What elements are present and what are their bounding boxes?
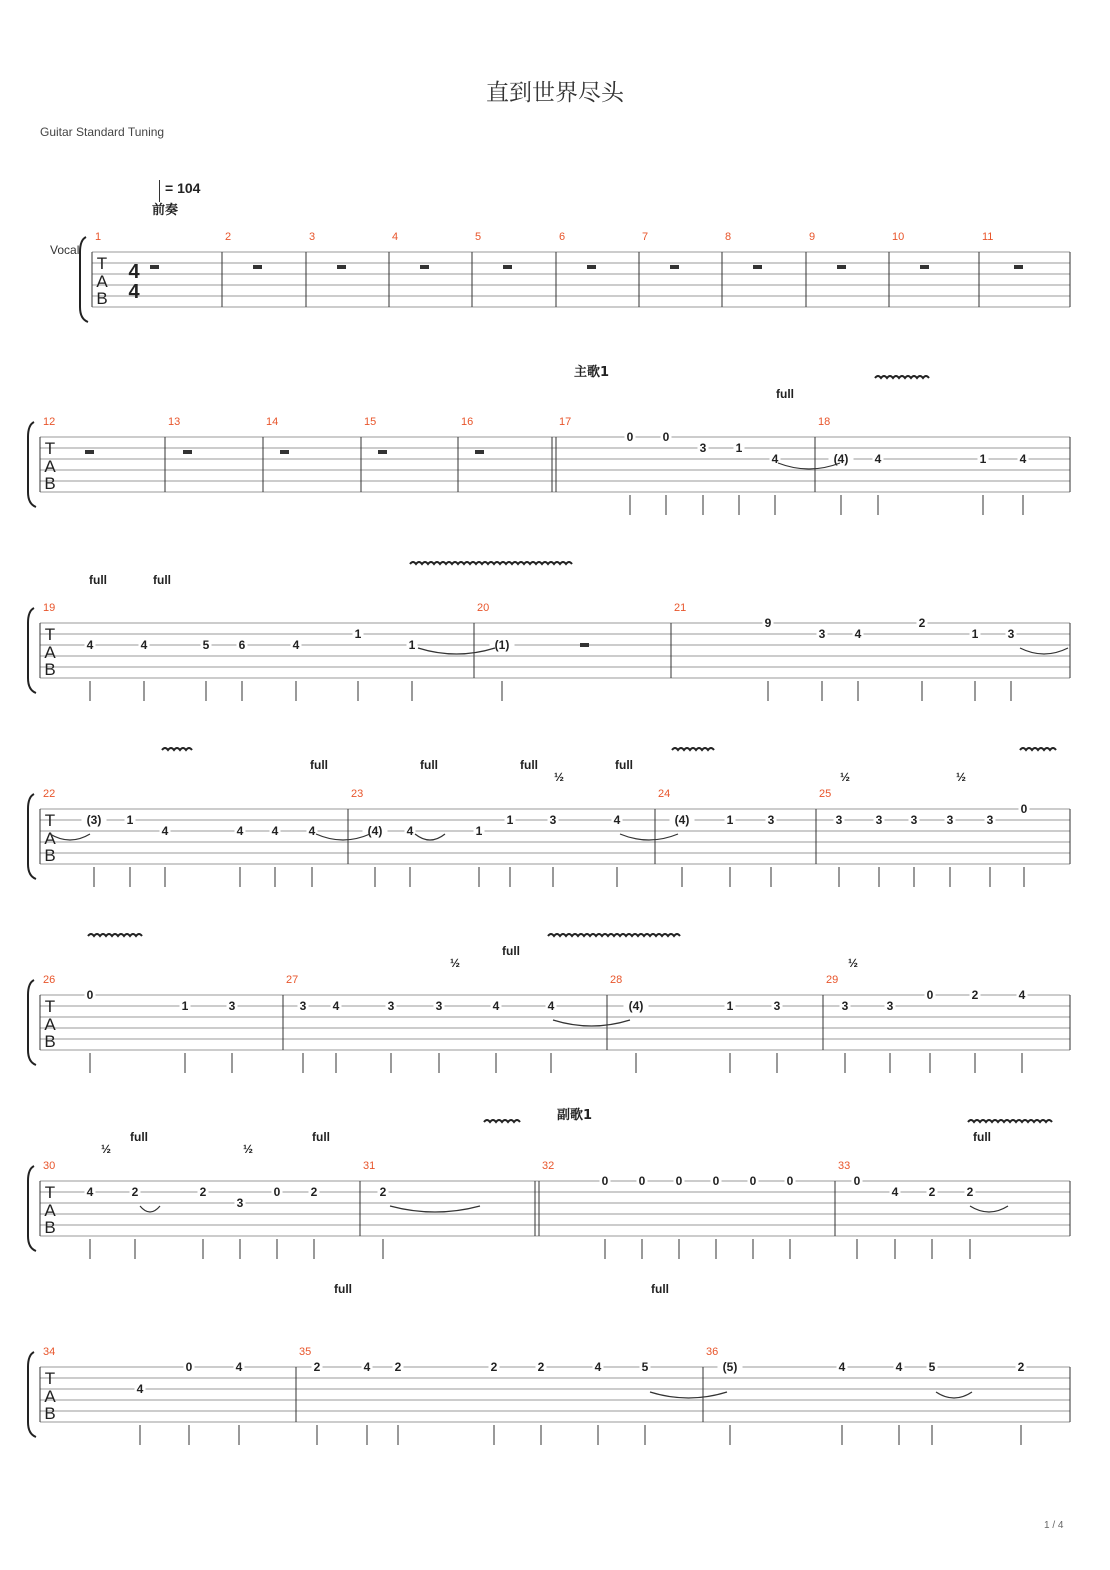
tab-clef-b: B [44,1032,56,1051]
measure-number: 1 [95,231,102,243]
tie-arc [390,1206,480,1212]
time-sig-top: 4 [128,261,140,283]
tab-clef-t: T [44,1183,56,1202]
section-verse1: 主歌1 [574,365,610,380]
fret-number: 2 [131,1185,139,1199]
fret-number: (5) [722,1360,738,1374]
vibrato-icon [875,376,929,378]
fret-number: 4 [161,824,169,838]
half-rest-icon [475,450,484,454]
fret-number: 4 [613,813,621,827]
fret-number: 4 [1019,452,1027,466]
half-rest-icon [503,265,512,269]
fret-number: 0 [626,430,634,444]
tab-clef-a: A [44,1387,56,1406]
bend-label: full [310,758,328,772]
tempo-marking: = 104 [165,180,201,196]
fret-number: 3 [1007,627,1015,641]
vibrato-icon [88,934,142,936]
fret-number: 4 [308,824,316,838]
fret-number: 0 [1020,802,1028,816]
fret-number: 1 [979,452,987,466]
measure-number: 7 [642,231,649,243]
vibrato-icon [968,1120,1052,1122]
half-rest-icon [85,450,94,454]
fret-number: 3 [875,813,883,827]
fret-number: 2 [379,1185,387,1199]
measure-number: 8 [725,231,732,243]
half-rest-icon [580,643,589,647]
tab-clef-t: T [96,254,108,273]
vibrato-icon [548,934,680,936]
fret-number: 3 [699,441,707,455]
fret-number: 4 [492,999,500,1013]
bend-label: full [130,1130,148,1144]
measure-number: 4 [392,231,399,243]
tab-clef-t: T [44,997,56,1016]
fret-number: 4 [86,638,94,652]
section-chorus1: 副歌1 [557,1108,593,1123]
tab-clef-t: T [44,625,56,644]
fret-number: 4 [838,1360,846,1374]
half-rest-icon [337,265,346,269]
fret-number: 4 [86,1185,94,1199]
measure-number: 13 [168,416,181,428]
fret-number: 3 [835,813,843,827]
tab-clef-a: A [96,272,108,291]
fret-number: 2 [918,616,926,630]
fret-number: 2 [1017,1360,1025,1374]
fret-number: (1) [494,638,510,652]
system-brace [80,237,88,322]
tie-arc [553,1020,630,1026]
measure-number: 2 [225,231,232,243]
half-rest-icon [587,265,596,269]
measure-number: 9 [809,231,816,243]
system-brace [28,422,36,507]
fret-number: 0 [749,1174,757,1188]
half-rest-icon [670,265,679,269]
measure-number: 22 [43,788,56,800]
tie-arc [418,648,495,654]
bend-label: ½ [242,1142,254,1156]
fret-number: 4 [235,1360,243,1374]
half-rest-icon [183,450,192,454]
tie-arc [316,834,370,840]
tab-clef-b: B [44,660,56,679]
tab-clef-a: A [44,457,56,476]
fret-number: 3 [549,813,557,827]
fret-number: 3 [986,813,994,827]
tie-arc [415,834,445,840]
fret-number: 0 [662,430,670,444]
fret-number: 1 [408,638,416,652]
fret-number: 1 [126,813,134,827]
half-rest-icon [253,265,262,269]
fret-number: 0 [638,1174,646,1188]
fret-number: 0 [601,1174,609,1188]
vibrato-icon [484,1120,520,1122]
fret-number: 3 [818,627,826,641]
fret-number: 6 [238,638,246,652]
tab-clef-a: A [44,643,56,662]
fret-number: 0 [712,1174,720,1188]
bend-label: full [420,758,438,772]
fret-number: 4 [854,627,862,641]
fret-number: 2 [199,1185,207,1199]
fret-number: 1 [971,627,979,641]
fret-number: (4) [628,999,644,1013]
fret-number: 3 [773,999,781,1013]
fret-number: 4 [236,824,244,838]
measure-number: 6 [559,231,566,243]
measure-number: 24 [658,788,671,800]
system-brace [28,1166,36,1251]
fret-number: 4 [363,1360,371,1374]
vibrato-icon [162,748,192,750]
fret-number: 3 [228,999,236,1013]
fret-number: 0 [786,1174,794,1188]
tie-arc [140,1206,160,1212]
fret-number: 4 [140,638,148,652]
track-name: Vocal [50,243,80,257]
system-brace [28,794,36,879]
measure-number: 18 [818,416,831,428]
half-rest-icon [378,450,387,454]
fret-number: 4 [292,638,300,652]
tab-clef-t: T [44,811,56,830]
fret-number: 3 [387,999,395,1013]
fret-number: 0 [185,1360,193,1374]
measure-number: 23 [351,788,364,800]
tab-clef-a: A [44,1015,56,1034]
bend-label: full [973,1130,991,1144]
half-rest-icon [753,265,762,269]
fret-number: (4) [367,824,383,838]
bend-label: full [776,387,794,401]
measure-number: 33 [838,1160,851,1172]
bend-label: full [502,944,520,958]
bend-label: ½ [100,1142,112,1156]
fret-number: 5 [202,638,210,652]
page-number: 1 / 4 [1044,1520,1064,1531]
time-sig-bottom: 4 [128,281,140,303]
bend-label: full [651,1282,669,1296]
fret-number: 3 [435,999,443,1013]
tab-clef-b: B [44,1404,56,1423]
bend-label: full [334,1282,352,1296]
half-rest-icon [150,265,159,269]
bend-label: full [153,573,171,587]
tab-clef-b: B [44,1218,56,1237]
half-rest-icon [280,450,289,454]
half-rest-icon [837,265,846,269]
fret-number: 4 [1018,988,1026,1002]
section-intro: 前奏 [152,203,179,218]
half-rest-icon [920,265,929,269]
fret-number: 0 [853,1174,861,1188]
tie-arc [50,834,90,840]
fret-number: 0 [86,988,94,1002]
system-brace [28,1352,36,1437]
fret-number: 0 [675,1174,683,1188]
half-rest-icon [420,265,429,269]
fret-number: 2 [537,1360,545,1374]
bend-label: full [615,758,633,772]
half-rest-icon [1014,265,1023,269]
tie-arc [936,1392,972,1398]
fret-number: 2 [310,1185,318,1199]
fret-number: 2 [490,1360,498,1374]
measure-number: 34 [43,1346,56,1358]
tab-clef-t: T [44,439,56,458]
tab-clef-b: B [44,474,56,493]
fret-number: 0 [926,988,934,1002]
fret-number: 1 [726,999,734,1013]
measure-number: 15 [364,416,377,428]
fret-number: 4 [136,1382,144,1396]
tie-arc [1020,648,1068,654]
fret-number: 4 [891,1185,899,1199]
fret-number: 5 [641,1360,649,1374]
fret-number: 3 [236,1196,244,1210]
fret-number: 4 [547,999,555,1013]
bend-label: full [312,1130,330,1144]
fret-number: 4 [874,452,882,466]
measure-number: 25 [819,788,832,800]
tab-clef-b: B [44,846,56,865]
vibrato-icon [1020,748,1056,750]
fret-number: 1 [354,627,362,641]
measure-number: 21 [674,602,687,614]
measure-number: 17 [559,416,572,428]
measure-number: 10 [892,231,905,243]
fret-number: 3 [886,999,894,1013]
tie-arc [970,1206,1008,1212]
bend-label: full [89,573,107,587]
measure-number: 28 [610,974,623,986]
measure-number: 27 [286,974,299,986]
fret-number: 4 [332,999,340,1013]
measure-number: 29 [826,974,839,986]
fret-number: 1 [735,441,743,455]
measure-number: 26 [43,974,56,986]
measure-number: 14 [266,416,279,428]
tab-clef-a: A [44,1201,56,1220]
measure-number: 19 [43,602,56,614]
measure-number: 12 [43,416,56,428]
bend-label: ½ [449,956,461,970]
fret-number: 4 [594,1360,602,1374]
measure-number: 20 [477,602,490,614]
tuning-label: Guitar Standard Tuning [40,125,165,139]
bend-label: ½ [839,770,851,784]
system-brace [28,980,36,1065]
fret-number: 2 [313,1360,321,1374]
fret-number: 3 [946,813,954,827]
fret-number: 2 [394,1360,402,1374]
fret-number: (4) [833,452,849,466]
tab-clef-b: B [96,289,108,308]
fret-number: 3 [841,999,849,1013]
fret-number: 4 [771,452,779,466]
bend-label: ½ [847,956,859,970]
fret-number: 1 [181,999,189,1013]
fret-number: 4 [895,1360,903,1374]
tie-arc [620,834,678,840]
measure-number: 31 [363,1160,376,1172]
fret-number: 1 [506,813,514,827]
fret-number: 1 [475,824,483,838]
song-title: 直到世界尽头 [486,80,624,106]
system-brace [28,608,36,693]
measure-number: 35 [299,1346,312,1358]
fret-number: 2 [928,1185,936,1199]
tab-clef-t: T [44,1369,56,1388]
fret-number: (3) [86,813,102,827]
measure-number: 16 [461,416,474,428]
tie-arc [650,1392,727,1398]
fret-number: 4 [271,824,279,838]
measure-number: 3 [309,231,316,243]
fret-number: 1 [726,813,734,827]
measure-number: 30 [43,1160,56,1172]
measure-number: 36 [706,1346,719,1358]
fret-number: 2 [966,1185,974,1199]
tab-clef-a: A [44,829,56,848]
fret-number: 2 [971,988,979,1002]
bend-label: ½ [955,770,967,784]
fret-number: 3 [910,813,918,827]
measure-number: 11 [982,231,994,243]
fret-number: 0 [273,1185,281,1199]
fret-number: 5 [928,1360,936,1374]
fret-number: 9 [764,616,772,630]
fret-number: (4) [674,813,690,827]
fret-number: 4 [406,824,414,838]
fret-number: 3 [767,813,775,827]
measure-number: 5 [475,231,482,243]
vibrato-icon [672,748,714,750]
bend-label: ½ [553,770,565,784]
bend-label: full [520,758,538,772]
vibrato-icon [410,562,572,564]
fret-number: 3 [299,999,307,1013]
measure-number: 32 [542,1160,555,1172]
